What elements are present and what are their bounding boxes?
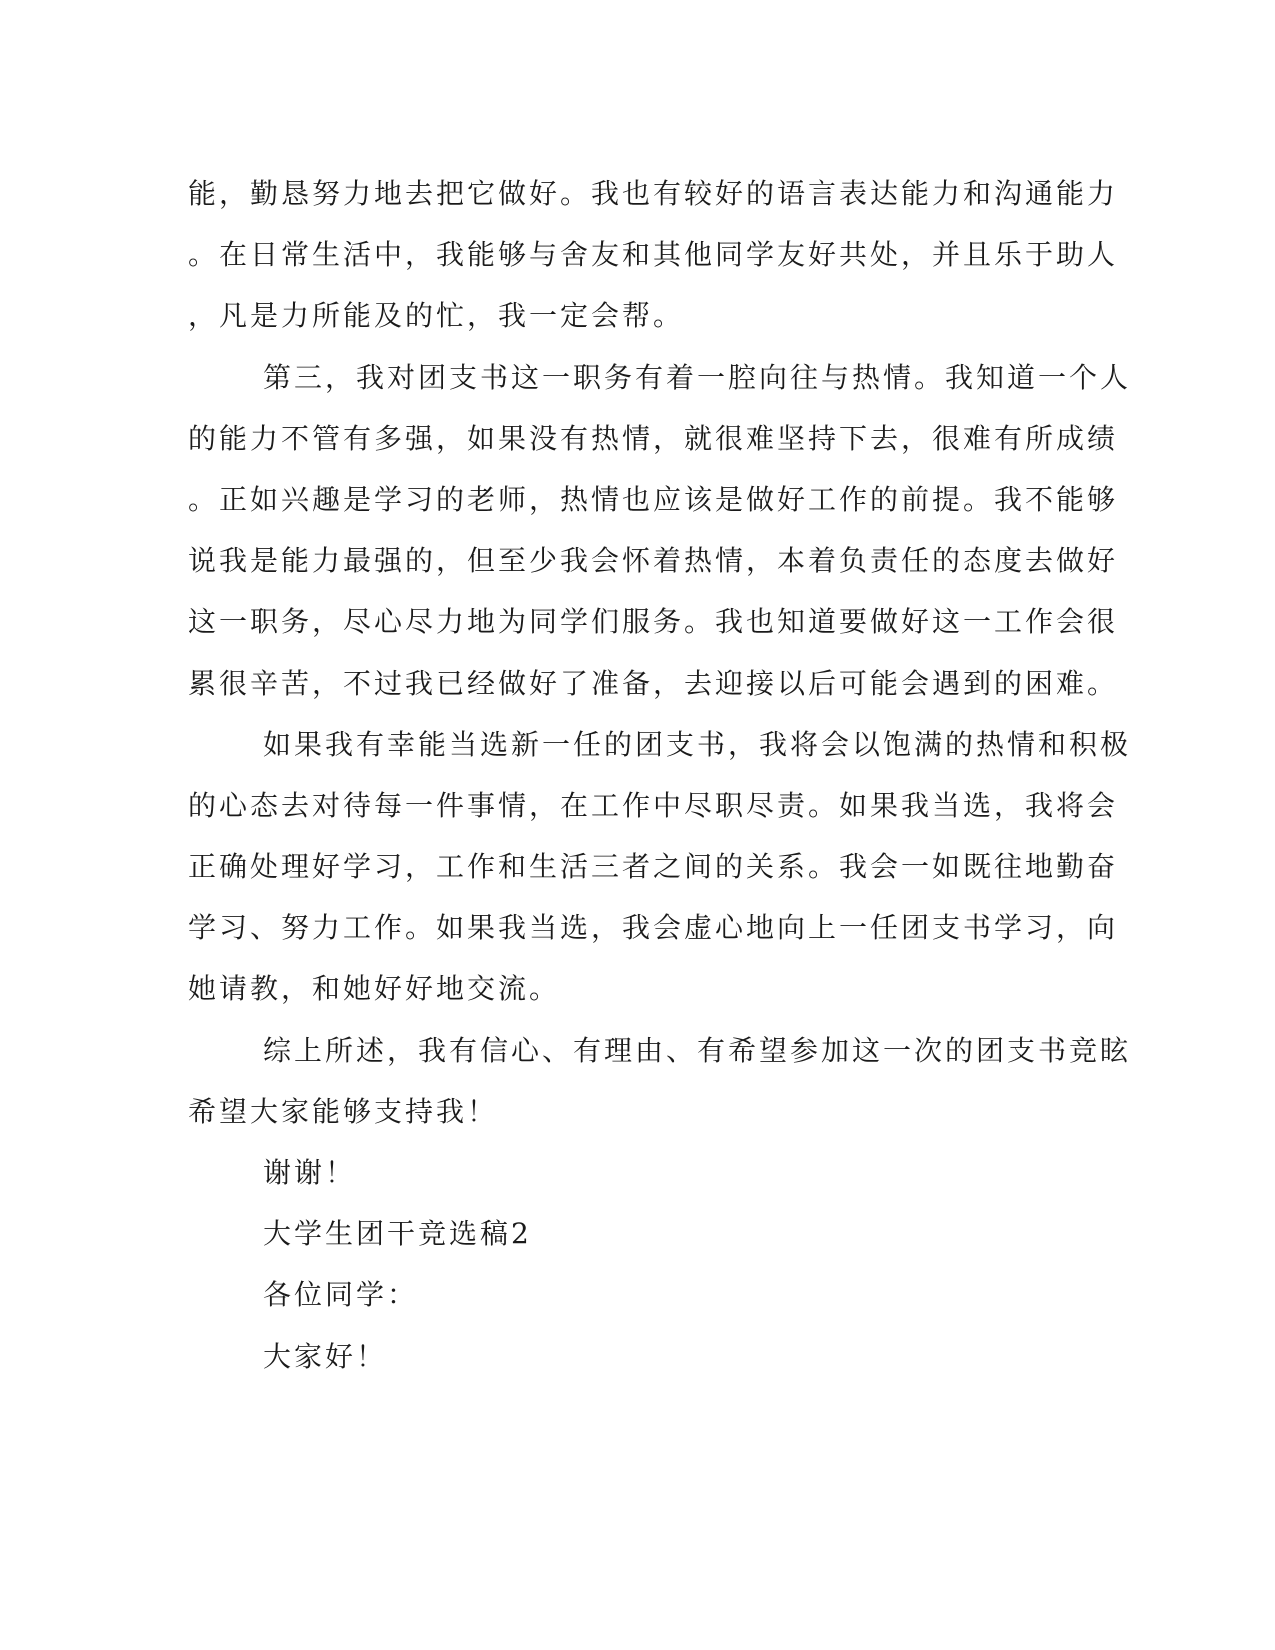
- text-line: 她请教，和她好好地交流。: [188, 972, 561, 1006]
- text-line: 能，勤恳努力地去把它做好。我也有较好的语言表达能力和沟通能力: [188, 177, 1119, 210]
- text-line: ，凡是力所能及的忙，我一定会帮。: [188, 299, 685, 333]
- text-line: 希望大家能够支持我！: [188, 1094, 499, 1128]
- text-line: 。在日常生活中，我能够与舍友和其他同学友好共处，并且乐于助人: [188, 238, 1119, 272]
- text-line: 累很辛苦，不过我已经做好了准备，去迎接以后可能会遇到的困难。: [188, 666, 1119, 700]
- text-line: 的心态去对待每一件事情，在工作中尽职尽责。如果我当选，我将会: [188, 788, 1119, 822]
- thanks-line: 谢谢！: [263, 1156, 357, 1189]
- paragraph-start-line: 综上所述，我有信心、有理由、有希望参加这一次的团支书竞眩: [263, 1033, 1132, 1067]
- text-line: 说我是能力最强的，但至少我会怀着热情，本着负责任的态度去做好: [188, 544, 1119, 578]
- text-line: 这一职务，尽心尽力地为同学们服务。我也知道要做好这一工作会很: [188, 605, 1119, 639]
- section-title: 大学生团干竞选稿2: [263, 1217, 532, 1251]
- text-line: 学习、努力工作。如果我当选，我会虚心地向上一任团支书学习，向: [188, 911, 1119, 945]
- text-line: 的能力不管有多强，如果没有热情，就很难坚持下去，很难有所成绩: [188, 421, 1119, 455]
- greeting-line: 大家好！: [263, 1339, 388, 1373]
- paragraph-start-line: 如果我有幸能当选新一任的团支书，我将会以饱满的热情和积极: [263, 727, 1132, 761]
- salutation-line: 各位同学：: [263, 1278, 419, 1312]
- text-line: 。正如兴趣是学习的老师，热情也应该是做好工作的前提。我不能够: [188, 482, 1119, 516]
- paragraph-start-line: 第三，我对团支书这一职务有着一腔向往与热情。我知道一个人: [263, 360, 1132, 394]
- document-body: [188, 163, 1132, 1387]
- text-line: 正确处理好学习，工作和生活三者之间的关系。我会一如既往地勤奋: [188, 850, 1119, 884]
